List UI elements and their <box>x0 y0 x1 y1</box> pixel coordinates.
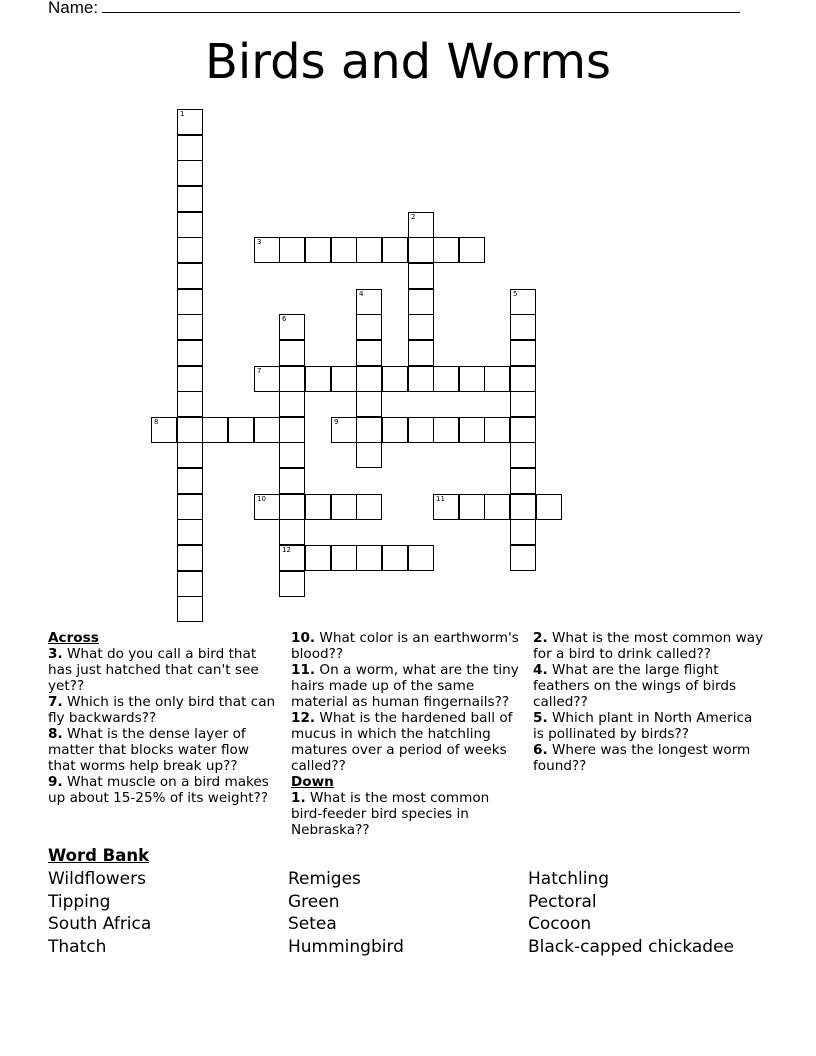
word-bank-item: Wildflowers <box>48 869 146 889</box>
clue-down-4: 4. What are the large flight feathers on the wings of birds called?? <box>533 662 737 710</box>
across-heading: Across <box>48 630 99 646</box>
grid-cell[interactable] <box>177 571 203 597</box>
grid-cell[interactable] <box>331 417 357 443</box>
grid-cell[interactable] <box>408 289 434 315</box>
grid-cell[interactable] <box>433 494 459 520</box>
word-bank-column-3 <box>528 868 758 959</box>
cell-number: 1 <box>180 110 185 118</box>
cell-number: 2 <box>411 213 416 221</box>
grid-cell[interactable] <box>254 366 280 392</box>
word-bank-column-2 <box>288 868 518 959</box>
grid-cell[interactable] <box>459 237 485 263</box>
down-heading: Down <box>291 774 334 790</box>
grid-cell[interactable] <box>510 494 536 520</box>
grid-cell[interactable] <box>510 340 536 366</box>
clue-down-5: 5. Which plant in North America is pollinated by birds?? <box>533 710 753 742</box>
grid-cell[interactable] <box>382 417 408 443</box>
grid-cell[interactable] <box>177 186 203 212</box>
grid-cell[interactable] <box>331 494 357 520</box>
grid-cell[interactable] <box>177 442 203 468</box>
grid-cell[interactable] <box>510 519 536 545</box>
grid-cell[interactable] <box>305 237 331 263</box>
grid-cell[interactable] <box>510 545 536 571</box>
word-bank-item: Remiges <box>288 869 361 889</box>
grid-cell[interactable] <box>279 237 305 263</box>
grid-cell[interactable] <box>484 366 510 392</box>
clue-across-3: 3. What do you call a bird that has just hatched that can't see yet?? <box>48 646 259 694</box>
grid-cell[interactable] <box>177 314 203 340</box>
cell-number: 7 <box>257 367 262 375</box>
grid-cell[interactable] <box>356 237 382 263</box>
cell-number: 6 <box>282 315 287 323</box>
word-bank-title: Word Bank <box>48 846 150 865</box>
grid-cell[interactable] <box>510 366 536 392</box>
grid-cell[interactable] <box>356 417 382 443</box>
grid-cell[interactable] <box>382 237 408 263</box>
grid-cell[interactable] <box>279 468 305 494</box>
clue-down-2: 2. What is the most common way for a bird to drink called?? <box>533 630 764 662</box>
grid-cell[interactable] <box>331 366 357 392</box>
clue-down-6: 6. Where was the longest worm found?? <box>533 742 751 774</box>
grid-cell[interactable] <box>177 263 203 289</box>
clue-across-11: 11. On a worm, what are the tiny hairs made up of the same material as human fingernails?? <box>291 662 519 710</box>
grid-cell[interactable] <box>279 442 305 468</box>
grid-cell[interactable] <box>177 289 203 315</box>
grid-cell[interactable] <box>254 417 280 443</box>
grid-cell[interactable] <box>510 314 536 340</box>
word-bank-item: Cocoon <box>528 914 592 935</box>
grid-cell[interactable] <box>356 289 382 315</box>
cell-number: 5 <box>513 290 518 298</box>
grid-cell[interactable] <box>177 417 203 443</box>
grid-cell[interactable] <box>408 340 434 366</box>
grid-cell[interactable] <box>279 545 305 571</box>
grid-cell[interactable] <box>459 366 485 392</box>
grid-cell[interactable] <box>382 545 408 571</box>
clue-down-1: 1. What is the most common bird-feeder bird species in Nebraska?? <box>291 790 490 838</box>
cell-number: 10 <box>257 495 266 503</box>
grid-cell[interactable] <box>305 545 331 571</box>
word-bank-item: Black-capped chickadee <box>528 937 734 958</box>
grid-cell[interactable] <box>177 340 203 366</box>
grid-cell[interactable] <box>177 494 203 520</box>
word-bank-item: Hummingbird <box>288 937 404 958</box>
grid-cell[interactable] <box>433 417 459 443</box>
grid-cell[interactable] <box>433 366 459 392</box>
grid-cell[interactable] <box>279 314 305 340</box>
grid-cell[interactable] <box>177 212 203 238</box>
grid-cell[interactable] <box>510 289 536 315</box>
clue-across-9: 9. What muscle on a bird makes up about 15-25% of its weight?? <box>48 774 269 806</box>
grid-cell[interactable] <box>408 237 434 263</box>
grid-cell[interactable] <box>510 417 536 443</box>
grid-cell[interactable] <box>510 442 536 468</box>
grid-cell[interactable] <box>177 519 203 545</box>
name-label: Name: <box>48 0 99 17</box>
word-bank-item: Hatchling <box>528 869 609 889</box>
word-bank-item: Setea <box>288 914 337 935</box>
grid-cell[interactable] <box>305 366 331 392</box>
word-bank-item: Green <box>288 891 340 912</box>
word-bank-item: Pectoral <box>528 891 597 912</box>
grid-cell[interactable] <box>356 314 382 340</box>
word-bank-column-1 <box>48 868 278 959</box>
page-title: Birds and Worms <box>204 34 612 90</box>
cell-number: 3 <box>257 238 262 246</box>
grid-cell[interactable] <box>408 263 434 289</box>
grid-cell[interactable] <box>202 417 228 443</box>
grid-cell[interactable] <box>459 494 485 520</box>
grid-cell[interactable] <box>331 237 357 263</box>
grid-cell[interactable] <box>228 417 254 443</box>
grid-cell[interactable] <box>356 442 382 468</box>
cell-number: 12 <box>282 546 291 554</box>
grid-cell[interactable] <box>177 160 203 186</box>
grid-cell[interactable] <box>305 494 331 520</box>
grid-cell[interactable] <box>177 135 203 161</box>
grid-cell[interactable] <box>433 237 459 263</box>
grid-cell[interactable] <box>408 314 434 340</box>
grid-cell[interactable] <box>408 212 434 238</box>
word-bank-item: South Africa <box>48 914 152 935</box>
clue-across-8: 8. What is the dense layer of matter that blocks water flow that worms help break up?? <box>48 726 249 774</box>
grid-cell[interactable] <box>484 417 510 443</box>
grid-cell[interactable] <box>279 494 305 520</box>
grid-cell[interactable] <box>279 571 305 597</box>
grid-cell[interactable] <box>279 519 305 545</box>
grid-cell[interactable] <box>484 494 510 520</box>
clues-column-2 <box>291 630 523 838</box>
grid-cell[interactable] <box>408 366 434 392</box>
grid-cell[interactable] <box>279 366 305 392</box>
cell-number: 4 <box>359 290 364 298</box>
grid-cell[interactable] <box>356 391 382 417</box>
grid-cell[interactable] <box>177 237 203 263</box>
clues-column-1 <box>48 630 280 806</box>
name-underline <box>102 0 740 13</box>
grid-cell[interactable] <box>254 494 280 520</box>
grid-cell[interactable] <box>536 494 562 520</box>
clues-column-3 <box>533 630 765 774</box>
grid-cell[interactable] <box>151 417 177 443</box>
grid-cell[interactable] <box>356 366 382 392</box>
grid-cell[interactable] <box>356 494 382 520</box>
clue-across-10: 10. What color is an earthworm's blood?? <box>291 630 519 662</box>
grid-cell[interactable] <box>177 468 203 494</box>
grid-cell[interactable] <box>356 545 382 571</box>
grid-cell[interactable] <box>356 340 382 366</box>
grid-cell[interactable] <box>510 468 536 494</box>
grid-cell[interactable] <box>254 237 280 263</box>
clue-across-7: 7. Which is the only bird that can fly backwards?? <box>48 694 276 726</box>
cell-number: 8 <box>154 418 159 426</box>
word-bank-item: Thatch <box>48 937 107 958</box>
name-field[interactable] <box>48 0 740 18</box>
grid-cell[interactable] <box>177 109 203 135</box>
grid-cell[interactable] <box>331 545 357 571</box>
grid-cell[interactable] <box>177 366 203 392</box>
grid-cell[interactable] <box>177 545 203 571</box>
grid-cell[interactable] <box>382 366 408 392</box>
grid-cell[interactable] <box>408 545 434 571</box>
cell-number: 11 <box>436 495 445 503</box>
grid-cell[interactable] <box>177 596 203 622</box>
grid-cell[interactable] <box>279 340 305 366</box>
grid-cell[interactable] <box>279 417 305 443</box>
cell-number: 9 <box>334 418 339 426</box>
grid-cell[interactable] <box>459 417 485 443</box>
grid-cell[interactable] <box>408 417 434 443</box>
grid-cell[interactable] <box>177 391 203 417</box>
grid-cell[interactable] <box>279 391 305 417</box>
clue-across-12: 12. What is the hardened ball of mucus in which the hatchling matures over a period of weeks called?? <box>291 710 513 774</box>
word-bank-item: Tipping <box>48 891 111 912</box>
grid-cell[interactable] <box>510 391 536 417</box>
